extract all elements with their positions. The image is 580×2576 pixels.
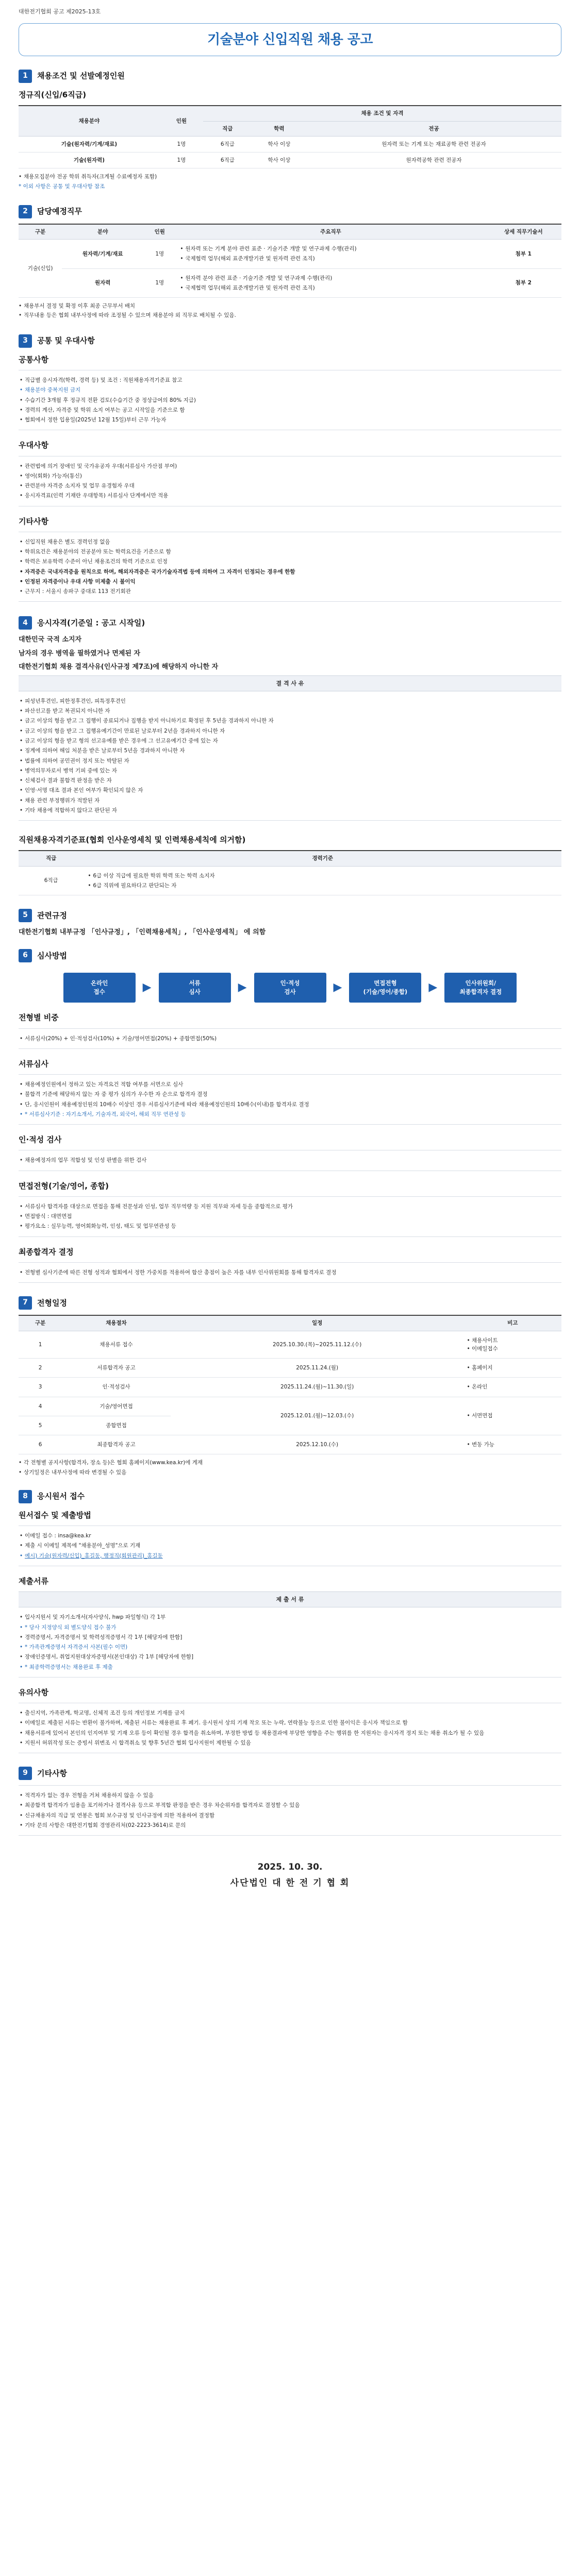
subsection-title: 최종합격자 결정 — [19, 1247, 74, 1257]
section-6: 6 심사방법 온라인 접수 ▶ 서류 심사 ▶ 인·적성 검사 ▶ 면접전형 (기술/영어/종합) ▶ 인사위원회/ 최종합격자 결정 전형별 비중 • 서류심사(20%) + 인·적성검사(10%) + 기술/영어면접(20%) + 종합면접(50%) 서류심사 • 채용예정인원에서 정하고 있는 자격요건 적합 여부를 서면으로 심사 • 불합격 기준에 해당하지 않는 자 중 평가 심의가 우수한 자 순으로 합격자 결정 • 단, 응시인원이 채용예정인원의 10배수 이상인 경우 서류심사기준에 따라 채용예정인원의 10배수(이내)를 합격자로 결정 • * 서류심사기준 : 자기소개서, 기술자격, 외국어, 해외 직무 연관성 등 인·적성 검사 • 채용예정자의 업무 적합성 및 인성 판별을 위한 검사 면접전형(기술/영어, 종합) • 서류심사 합격자를 대상으로 면접을 통해 전문성과 인성, 업무 직무역량 등 지원 직무와 자세 등을 종합적으로 평가 • 면접방식 : 대면면접 • 평가요소 : 실무능력, 영어회화능력, 인성, 태도 및 업무연관성 등 최종합격자 결정 • 전형별 심사기준에 따른 전형 성적과 협회에서 정한 가중치를 적용하여 합산 총점이 높은 자를 내부 인사위원회를 통해 합격자로 결정 — [19, 949, 561, 1283]
section-number: 3 — [19, 334, 32, 348]
docs-header: 제 출 서 류 — [19, 1591, 561, 1607]
flow-step: 서류 심사 — [159, 973, 231, 1003]
disqualification-header: 결 격 사 유 — [19, 675, 561, 691]
section-number: 6 — [19, 949, 32, 962]
footer-organization: 사단법인 대 한 전 기 협 회 — [230, 1877, 350, 1888]
table-row: 2 서류합격자 공고 2025.11.24.(월) • 홈페이지 — [19, 1359, 561, 1378]
section-5 — [19, 909, 561, 938]
subsection-title: 면접전형(기술/영어, 종합) — [19, 1181, 109, 1191]
footer — [19, 1860, 561, 1890]
section-title: 심사방법 — [37, 951, 67, 960]
subsection-title: 원서접수 및 제출방법 — [19, 1510, 91, 1520]
arrow-right-icon: ▶ — [333, 981, 342, 994]
section-2 — [19, 205, 561, 320]
table-row: 6 최종합격자 공고 2025.12.10.(수) • 변동 가능 — [19, 1435, 561, 1454]
duty-table: 구분 분야 인원 주요직무 상세 직무기술서 기술(신입) 원자력/기계/재료 1명 • 원자력 또는 기계 분야 관련 표준 · 기술기준 개발 및 연구과제 수행(관리) • 국제협력 업무(해외 표준개발기관 및 원자력 관련 조직) 첨부 1 원자력 1명 • 원자력 분야 관련 표준 · 기술기준 개발 및 연구과제 수행(관리) • 국제협력 업무(해외 표준개발기관 및 원자력 관련 조직) 첨부 2 — [19, 224, 561, 298]
table-row: 3 인·적성검사 2025.11.24.(월)~11.30.(일) • 온라인 — [19, 1378, 561, 1397]
flow-step: 면접전형 (기술/영어/종합) — [349, 973, 421, 1003]
table-row: 원자력 1명 • 원자력 분야 관련 표준 · 기술기준 개발 및 연구과제 수행(관리) • 국제협력 업무(해외 표준개발기관 및 원자력 관련 조직) 첨부 2 — [19, 268, 561, 298]
table-row: 1 채용서류 접수 2025.10.30.(목)~2025.11.12.(수) • 채용사이트 • 이메일접수 — [19, 1331, 561, 1359]
section-8: 8 응시원서 접수 원서접수 및 제출방법 • 이메일 접수 : insa@kea.kr • 제출 시 이메일 제목에 "채용분야_성명"으로 기재 • 예시) 기술(원자력/신입)_홍길동, 행정직(회원관리)_홍길동 제출서류 제 출 서 류 • 입사지원서 및 자기소개서(자사양식, hwp 파일형식) 각 1부 • * 당사 지정양식 외 별도양식 접수 불가 • 경력증명서, 자격증명서 및 학력성적증명서 각 1부 [해당자에 한함] • * 가족관계증명서 자격증서 사본(필수 이면) • 장애인증명서, 취업지원대상자증명서(본인대상) 각 1부 [해당자에 한함] • * 최종학력증명서는 채용완료 후 제출 유의사항 • 출신지역, 가족관계, 학교명, 신체적 조건 등의 개인정보 기재를 금지 • 이메일로 제출된 서류는 반환이 불가하며, 제출된 서류는 채용완료 후 폐기. 응시원서 상의 기재 착오 또는 누락, 연락불능 등으로 인한 불이익은 응시자 책임으로 함 • 채용서류에 있어서 본인의 인지여부 및 기재 오류 등이 확인될 경우 합격을 취소하며, 부정한 방법 등 채용결과에 부당한 영향을 주는 행위를 한 지원자는 응시자격 정지 또는 채용 취소가 될 수 있음 • 지원서 허위작성 또는 증빙서 위변조 시 합격취소 및 향후 5년간 협회 입사지원이 제한될 수 있음 — [19, 1490, 561, 1753]
section-title: 공통 및 우대사항 — [37, 336, 95, 346]
header-cond: 채용 조건 및 자격 — [203, 106, 561, 121]
section-title: 기타사항 — [37, 1768, 67, 1778]
section-4 — [19, 616, 561, 895]
section-3 — [19, 334, 561, 602]
etc-box: • 신입직원 채용은 별도 경력인정 없음 • 학위요건은 채용분야의 전공분야 또는 학력요건을 기준으로 함 • 학력은 보유학력 수준이 아닌 채용조건의 학력 기준으로 인정 • 자격증은 국내자격증을 원칙으로 하며, 해외자격증은 국가기술자격법 등에 의하여 그 자격이 인정되는 경우에 한함 • 인정된 자격증이나 우대 사항 미제출 시 불이익 • 근무지 : 서울시 송파구 중대로 113 전기회관 — [19, 532, 561, 602]
header-count: 인원 — [160, 106, 203, 136]
subsection-title: 기타사항 — [19, 516, 48, 526]
notes: • 각 전형별 공지사항(합격자, 장소 등)은 협회 홈페이지(www.kea.kr)에 게재 • 상기일정은 내부사정에 따라 변경될 수 있음 — [19, 1459, 561, 1477]
flow-step: 온라인 접수 — [63, 973, 136, 1003]
qualification: 대한전기협회 채용 결격사유(인사규정 제7조)에 해당하지 아니한 자 — [19, 663, 219, 671]
subsection-title: 제출서류 — [19, 1576, 48, 1586]
subsection-title: 직원채용자격기준표(협회 인사운영세칙 및 인력채용세칙에 의거함) — [19, 835, 246, 845]
title-banner — [19, 23, 561, 56]
table-row: 4 기술/영어면접 2025.12.01.(월)~12.03.(수) • 서면면접 — [19, 1397, 561, 1416]
header-major: 전공 — [306, 121, 561, 136]
process-flow — [19, 968, 561, 1006]
common-box: • 직급별 응시자격(학력, 경력 등) 및 조건 : 직원채용자격기준표 참고 • 채용분야 중복지원 금지 • 수습기간 3개월 후 정규직 전환 검토(수습기간 중 정상급여의 80% 지급) • 경력의 계산, 자격증 및 학위 소지 여부는 공고 시작일을 기준으로 함 • 협회에서 정한 입용일(2025년 12월 15일)부터 근무 가능자 — [19, 370, 561, 430]
section-1 — [19, 70, 561, 191]
subsection-title: 우대사항 — [19, 440, 48, 450]
section-9: 9 기타사항 • 적격자가 없는 경우 전형을 거쳐 채용하지 않을 수 있음 • 최종합격 합격자가 임용을 포기하거나 결격사유 등으로 부적합 판정을 받은 경우 차순위자를 합격자로 결정할 수 있음 • 신규채용자의 직급 및 연봉은 협회 보수규정 및 인사규정에 의한 적용하여 결정함 • 기타 문의 사항은 대한전기협회 경영관리처(02-2223-3614)로 문의 — [19, 1767, 561, 1836]
section-title: 채용조건 및 선발예정인원 — [37, 71, 125, 81]
section-title: 담당예정직무 — [37, 207, 82, 216]
table-row: 기술(신입) 원자력/기계/재료 1명 • 원자력 또는 기계 분야 관련 표준 · 기술기준 개발 및 연구과제 수행(관리) • 국제협력 업무(해외 표준개발기관 및 원자력 관련 조직) 첨부 1 — [19, 240, 561, 269]
note-blue: * 이외 사항은 공통 및 우대사항 참조 — [19, 183, 105, 190]
subsection-title: 유의사항 — [19, 1687, 48, 1697]
subsection-title: 전형별 비중 — [19, 1013, 59, 1023]
arrow-right-icon: ▶ — [238, 981, 247, 994]
section-title: 전형일정 — [37, 1298, 67, 1308]
subsection-title: 공통사항 — [19, 354, 48, 364]
qualification: 남자의 경우 병역을 필하였거나 면제된 자 — [19, 649, 141, 657]
table-row: 기술(원자력) 1명 6직급 학사 이상 원자력공학 관련 전공자 — [19, 152, 561, 168]
section-number: 5 — [19, 909, 32, 922]
table-row: 5 종합면접 — [19, 1416, 561, 1435]
header-field: 채용분야 — [19, 106, 160, 136]
table-row: 6직급 • 6급 이상 직급에 필요한 학위 학력 또는 학력 소지자 • 6급 직위에 필요하다고 판단되는 자 — [19, 866, 561, 895]
regulation-text: 대한전기협회 내부규정 「인사규정」, 「인력채용세칙」, 「인사운영세칙」 에 의함 — [19, 928, 266, 937]
flow-step: 인사위원회/ 최종합격자 결정 — [444, 973, 517, 1003]
section-number: 8 — [19, 1490, 32, 1503]
qualification: 대한민국 국적 소지자 — [19, 636, 82, 644]
section-title: 응시원서 접수 — [37, 1492, 85, 1501]
footer-date: 2025. 10. 30. — [257, 1862, 323, 1873]
standard-table: 직급 경력기준 6직급 • 6급 이상 직급에 필요한 학위 학력 또는 학력 소지자 • 6급 직위에 필요하다고 판단되는 자 — [19, 850, 561, 895]
pref-box: • 관련법에 의거 장애인 및 국가유공자 우대(서류심사 가산점 부여) • 영어(회화) 가능자(통신) • 관련분야 자격증 소지자 및 업무 유경험자 우대 • 응시자격표(인력 기재란 우대항목) 서류심사 단계에서만 적용 — [19, 456, 561, 506]
table-row: 기술(원자력/기계/재료) 1명 6직급 학사 이상 원자력 또는 기계 또는 재료공학 관련 전공자 — [19, 136, 561, 152]
section-number: 2 — [19, 205, 32, 218]
notes: • 채용모집분야 전공 학위 취득자(크게될 수료예정자 포함) — [19, 173, 561, 181]
subsection-title: 인·적성 검사 — [19, 1135, 62, 1145]
page-title: 기술분야 신입직원 채용 공고 — [207, 31, 373, 47]
section-title: 관련규정 — [37, 910, 67, 920]
subsection-title: 정규직(신입/6직급) — [19, 90, 87, 100]
flow-step: 인·적성 검사 — [254, 973, 326, 1003]
arrow-right-icon: ▶ — [428, 981, 438, 994]
section-number: 9 — [19, 1767, 32, 1780]
section-7 — [19, 1296, 561, 1477]
disqualification-box: • 피성년후견인, 피한정후견인, 피특정후견인 • 파산선고를 받고 복권되지 아니한 자 • 금고 이상의 형을 받고 그 집행이 종료되거나 집행을 받지 아니하기로 확정된 후 5년을 경과하지 아니한 자 • 금고 이상의 형을 받고 그 집행유예기간이 만료된 날로부터 2년을 경과하지 아니한 자 • 금고 이상의 형을 받고 형의 선고유예를 받은 경우에 그 선고유예기간 중에 있는 자 • 징계에 의하여 해임 처분을 받은 날로부터 5년을 경과하지 아니한 자 • 법률에 의하여 공민권이 정지 또는 박탈된 자 • 병역의무자로서 병역 기피 중에 있는 자 • 신체검사 결과 불합격 판정을 받은 자 • 인영·서명 대조 결과 본인 여부가 확인되지 않은 자 • 채용 관련 부정행위가 적발된 자 • 기타 채용에 적합하지 않다고 판단된 자 — [19, 691, 561, 821]
section-title: 응시자격(기준일 : 공고 시작일) — [37, 618, 145, 628]
subsection-title: 서류심사 — [19, 1059, 48, 1069]
recruit-table — [19, 105, 561, 168]
notes: • 채용부서 결정 및 확정 이후 최종 근무부서 배치 • 직무내용 등은 협회 내부사정에 따라 조정될 수 있으며 채용분야 외 직무로 배치될 수 있음. — [19, 302, 561, 320]
section-number: 1 — [19, 70, 32, 83]
section-number: 7 — [19, 1296, 32, 1310]
section-number: 4 — [19, 616, 32, 630]
header-edu: 학력 — [252, 121, 306, 136]
arrow-right-icon: ▶ — [142, 981, 152, 994]
notice-number: 대한전기협회 공고 제2025-13호 — [19, 8, 101, 15]
header-grade: 직급 — [203, 121, 252, 136]
schedule-table: 구분 채용절차 일정 비고 1 채용서류 접수 2025.10.30.(목)~2025.11.12.(수) • 채용사이트 • 이메일접수 2 서류합격자 공고 2025.11.24.(월) • 홈페이지 3 인·적성검사 2025.11.24.(월)~11.30.(일) • 온라인 4 기술/영어면접 2025.12.01.(월)~12.03.(수) • 서면면접 5 종합면접 6 최종합격자 공고 2025.12.10.(수) • 변동 가능 — [19, 1315, 561, 1454]
